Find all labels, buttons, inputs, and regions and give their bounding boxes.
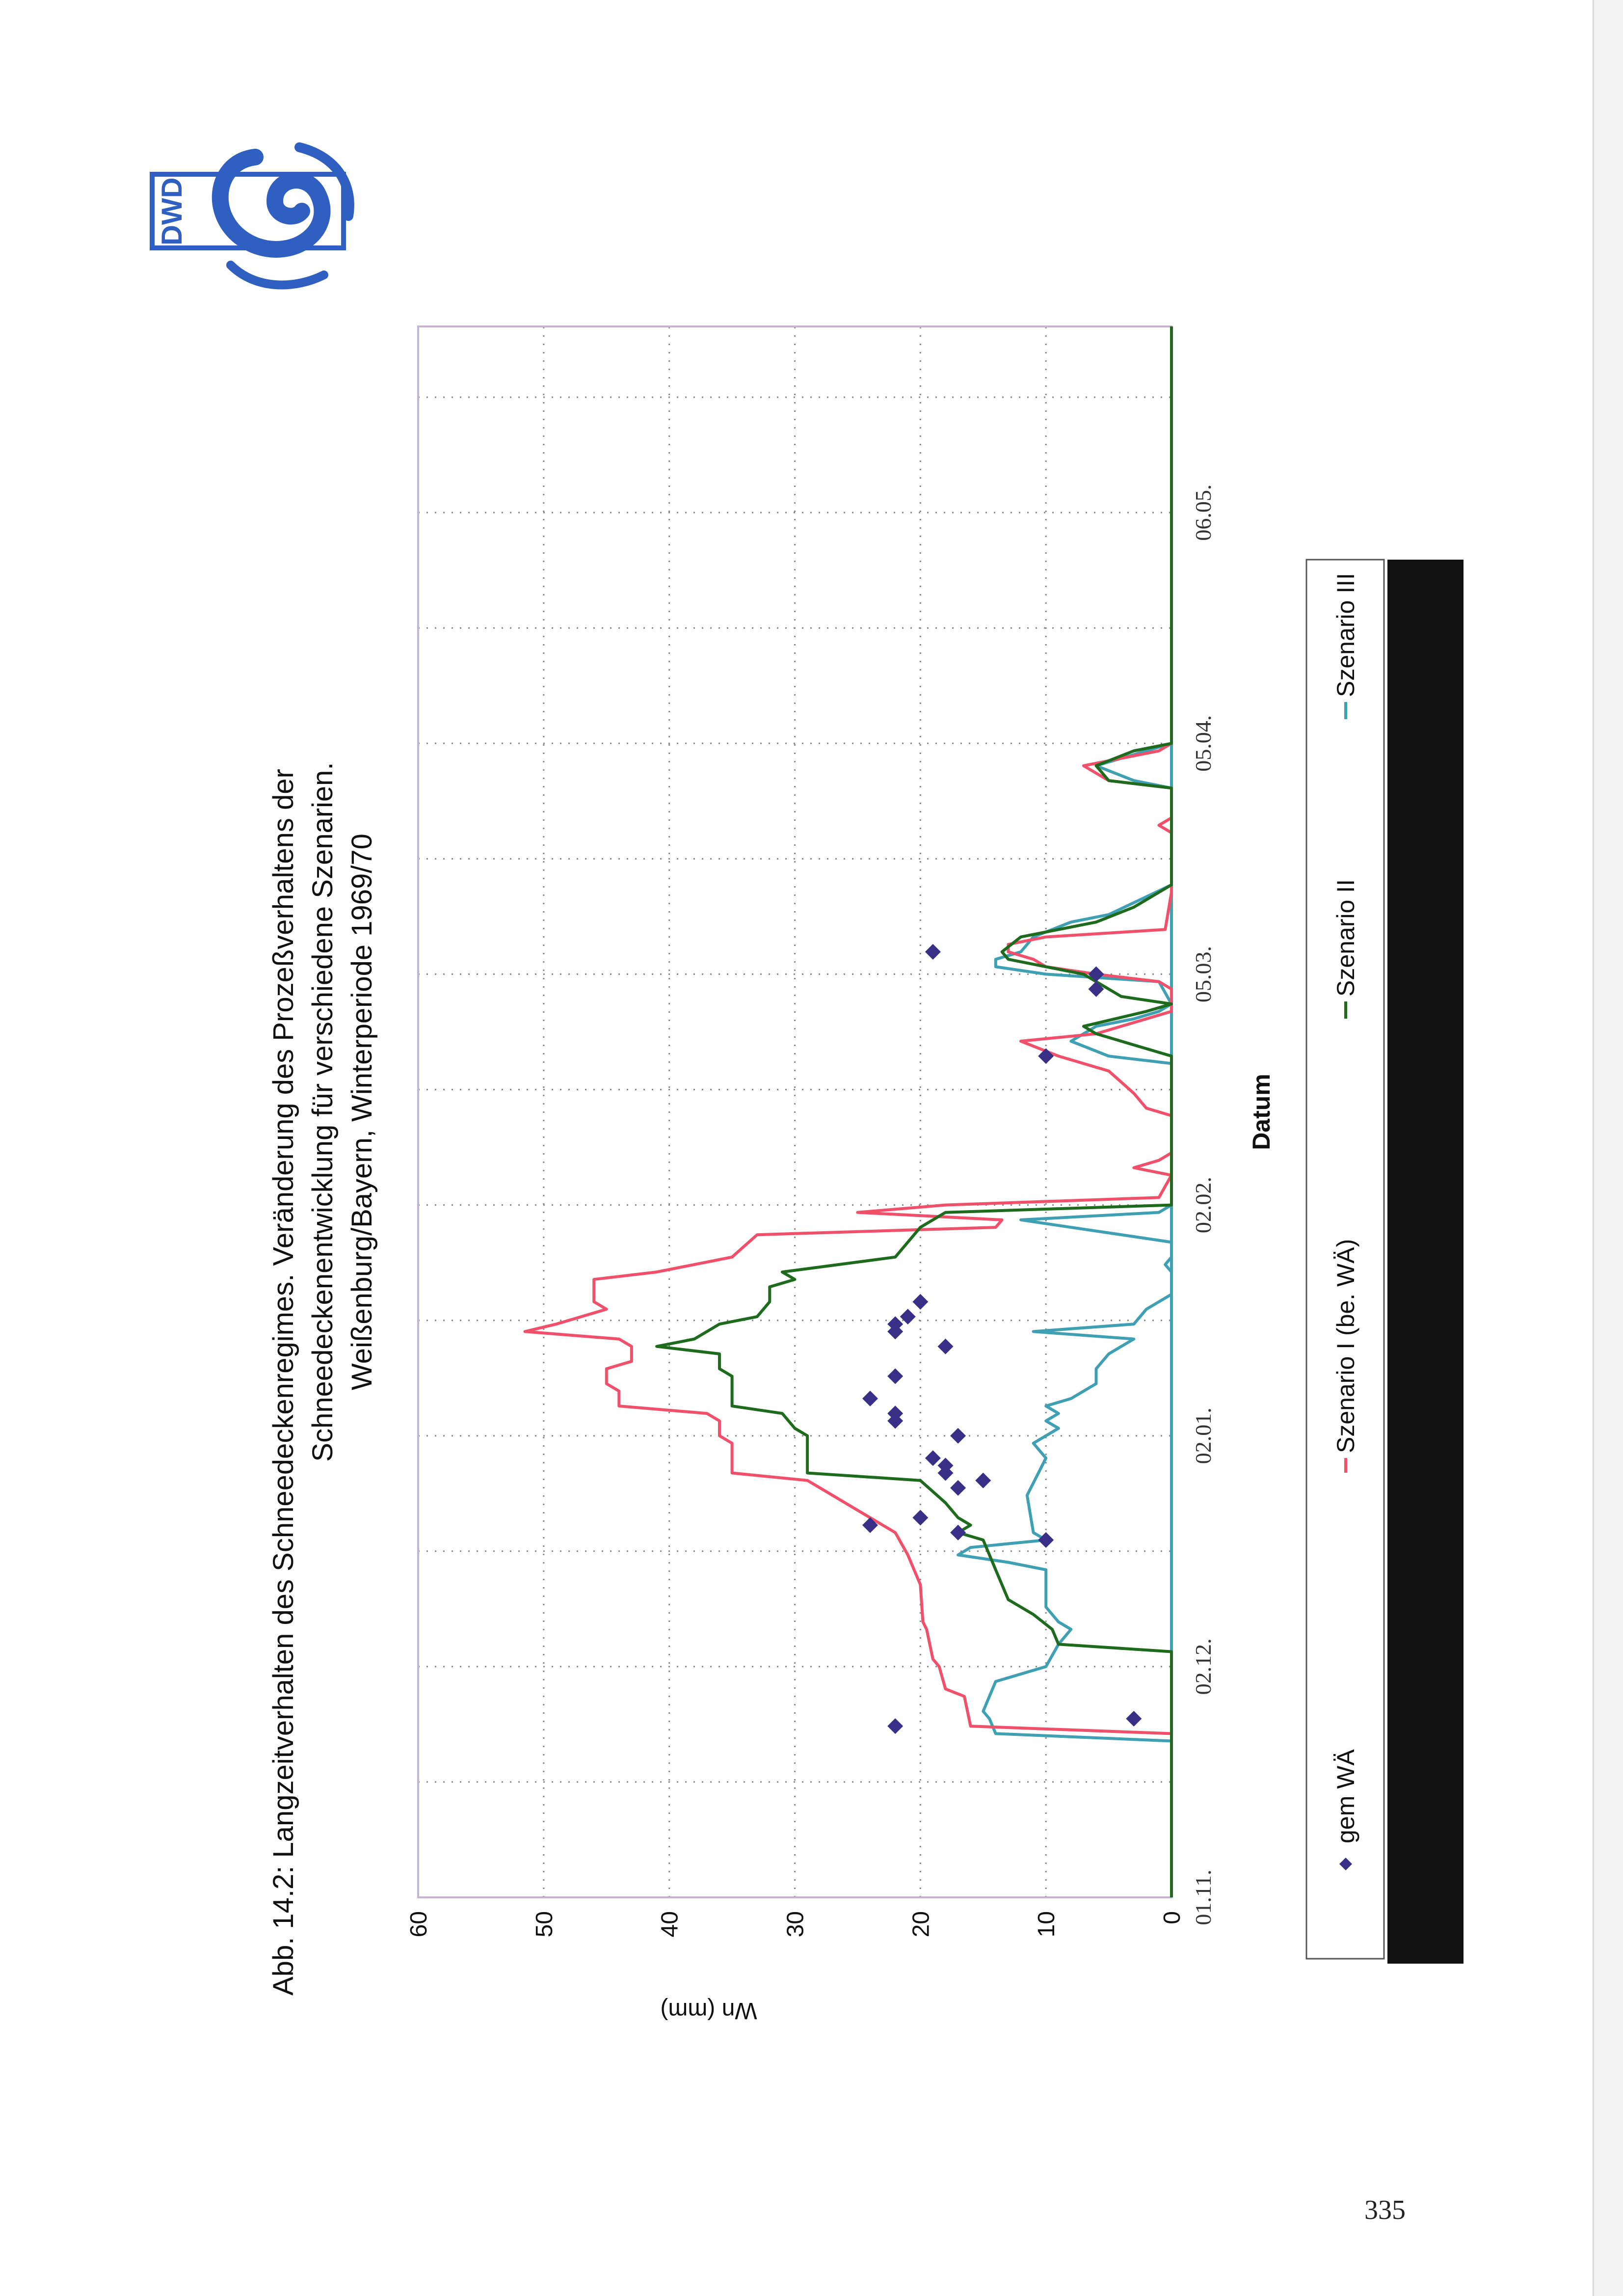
observed-point xyxy=(950,1428,966,1444)
title-line-1: Abb. 14.2: Langzeitverhalten des Schneedeckenregimes. Veränderung des Prozeßverhaltens der xyxy=(267,769,299,1996)
observed-markers xyxy=(862,944,1142,1734)
observed-point xyxy=(938,1339,954,1354)
dwd-logo xyxy=(152,147,349,285)
y-tick-label: 20 xyxy=(908,1911,934,1938)
observed-point xyxy=(887,1368,903,1384)
observed-point xyxy=(1038,1532,1054,1548)
data-series xyxy=(525,326,1172,1897)
x-tick-labels xyxy=(1191,485,1216,1925)
x-tick-label: 05.03. xyxy=(1191,945,1216,1002)
legend xyxy=(1306,560,1463,1964)
observed-point xyxy=(887,1718,903,1734)
y-tick-label: 0 xyxy=(1159,1911,1185,1924)
y-tick-label: 40 xyxy=(657,1911,683,1938)
title-line-3: Weißenburg/Bayern, Winterperiode 1969/70 xyxy=(346,834,378,1390)
page-number: 335 xyxy=(1364,2195,1406,2225)
legend-shadow xyxy=(1387,560,1463,1964)
x-tick-label: 02.02. xyxy=(1191,1177,1216,1234)
observed-point xyxy=(925,944,941,960)
observed-point xyxy=(925,1450,941,1466)
observed-point xyxy=(950,1525,966,1540)
y-tick-label: 60 xyxy=(406,1911,432,1938)
logo-text: DWD xyxy=(156,177,188,245)
y-tick-labels xyxy=(406,1911,1185,1937)
title-line-2: Schneedeckenentwicklung für verschiedene Szenarien. xyxy=(307,762,339,1462)
series-line-scenario-2 xyxy=(657,326,1171,1897)
series-line-scenario-1 xyxy=(525,326,1172,1897)
observed-point xyxy=(950,1480,966,1496)
observed-point xyxy=(975,1473,991,1488)
legend-label-scenario-2: Szenario II xyxy=(1332,879,1359,997)
legend-label-scenario-1: Szenario I (be. WÄ) xyxy=(1332,1239,1359,1453)
y-axis-title: Wn (mm) xyxy=(660,1998,757,2024)
y-tick-label: 10 xyxy=(1034,1911,1060,1938)
x-axis-title: Datum xyxy=(1248,1074,1275,1150)
y-tick-label: 50 xyxy=(531,1911,558,1938)
observed-point xyxy=(1126,1711,1142,1727)
observed-point xyxy=(1038,1048,1054,1064)
chart-title xyxy=(267,762,378,1996)
series-line-scenario-3 xyxy=(958,326,1171,1897)
x-tick-label: 01.11. xyxy=(1191,1869,1216,1925)
x-tick-label: 06.05. xyxy=(1191,484,1216,541)
x-tick-label: 05.04. xyxy=(1191,715,1216,772)
observed-point xyxy=(862,1391,878,1406)
observed-point xyxy=(912,1294,928,1310)
grid-lines xyxy=(418,326,1171,1897)
x-tick-label: 02.12. xyxy=(1191,1638,1216,1695)
observed-point xyxy=(912,1510,928,1526)
legend-label-scenario-3: Szenario III xyxy=(1332,573,1359,697)
y-tick-label: 30 xyxy=(782,1911,809,1938)
x-tick-label: 02.01. xyxy=(1191,1407,1216,1464)
observed-point xyxy=(900,1309,916,1324)
legend-label-observed: gem WÄ xyxy=(1332,1749,1359,1843)
